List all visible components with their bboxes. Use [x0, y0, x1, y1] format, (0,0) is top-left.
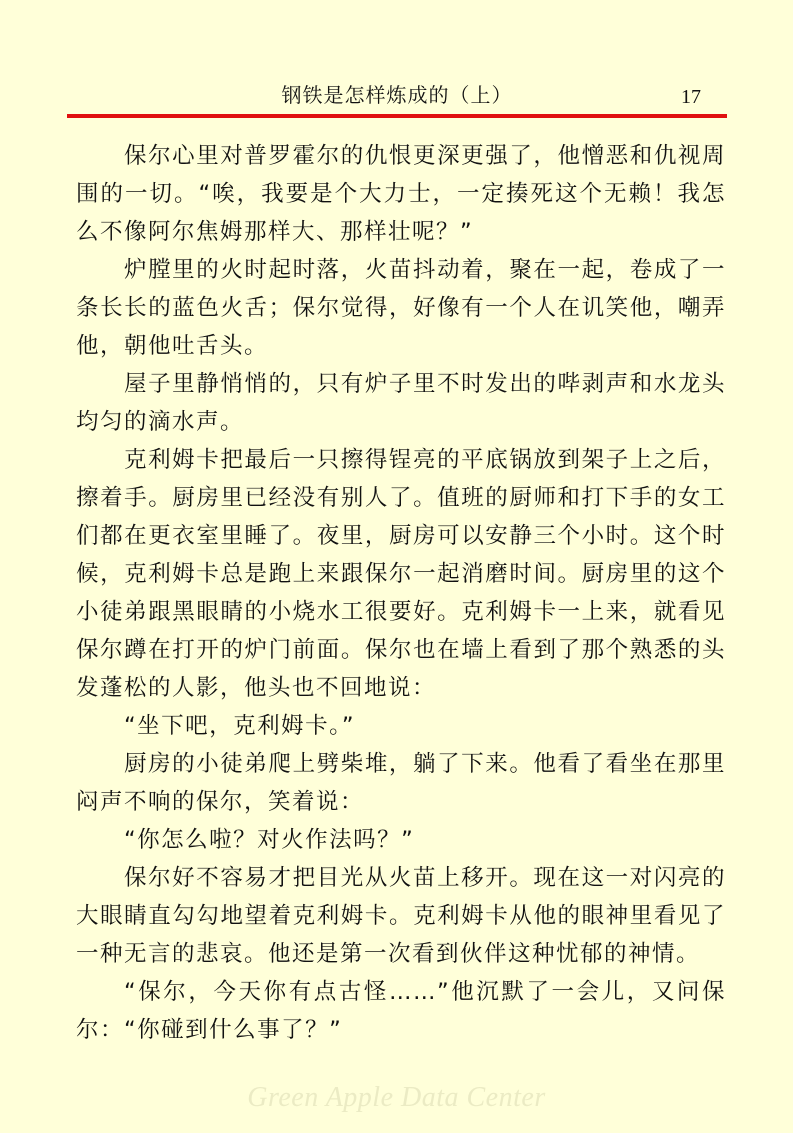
body-text — [76, 137, 726, 1049]
paragraph: “坐下吧，克利姆卡。” — [124, 713, 356, 739]
paragraph: 厨房的小徒弟爬上劈柴堆，躺了下来。他看了看坐在那里闷声不响的保尔，笑着说： — [76, 751, 726, 815]
paragraph: 屋子里静悄悄的，只有炉子里不时发出的哔剥声和水龙头均匀的滴水声。 — [76, 371, 726, 435]
paragraph: “保尔，今天你有点古怪……”他沉默了一会儿，又问保尔：“你碰到什么事了？” — [76, 979, 726, 1043]
watermark: Green Apple Data Center — [247, 1082, 546, 1113]
book-title: 钢铁是怎样炼成的（上） — [281, 83, 513, 107]
paragraph: 克利姆卡把最后一只擦得锃亮的平底锅放到架子上之后，擦着手。厨房里已经没有别人了。值班的厨师和打下手的女工们都在更衣室里睡了。夜里，厨房可以安静三个小时。这个时候，克利姆卡总是跑上来跟保尔一起消磨时间。厨房里的这个小徒弟跟黑眼睛的小烧水工很要好。克利姆卡一上来，就看见保尔蹲在打开的炉门前面。保尔也在墙上看到了那个熟悉的头发蓬松的人影，他头也不回地说： — [76, 447, 726, 701]
paragraph: “你怎么啦？对火作法吗？” — [124, 827, 415, 853]
paragraph: 炉膛里的火时起时落，火苗抖动着，聚在一起，卷成了一条长长的蓝色火舌；保尔觉得，好像有一个人在讥笑他，嘲弄他，朝他吐舌头。 — [76, 257, 726, 359]
page-header — [67, 82, 727, 112]
page-number: 17 — [681, 86, 701, 108]
paragraph: 保尔心里对普罗霍尔的仇恨更深更强了，他憎恶和仇视周围的一切。“唉，我要是个大力士，一定揍死这个无赖！我怎么不像阿尔焦姆那样大、那样壮呢？” — [76, 143, 726, 245]
header-divider — [67, 114, 727, 118]
paragraph: 保尔好不容易才把目光从火苗上移开。现在这一对闪亮的大眼睛直勾勾地望着克利姆卡。克利姆卡从他的眼神里看见了一种无言的悲哀。他还是第一次看到伙伴这种忧郁的神情。 — [76, 865, 726, 967]
